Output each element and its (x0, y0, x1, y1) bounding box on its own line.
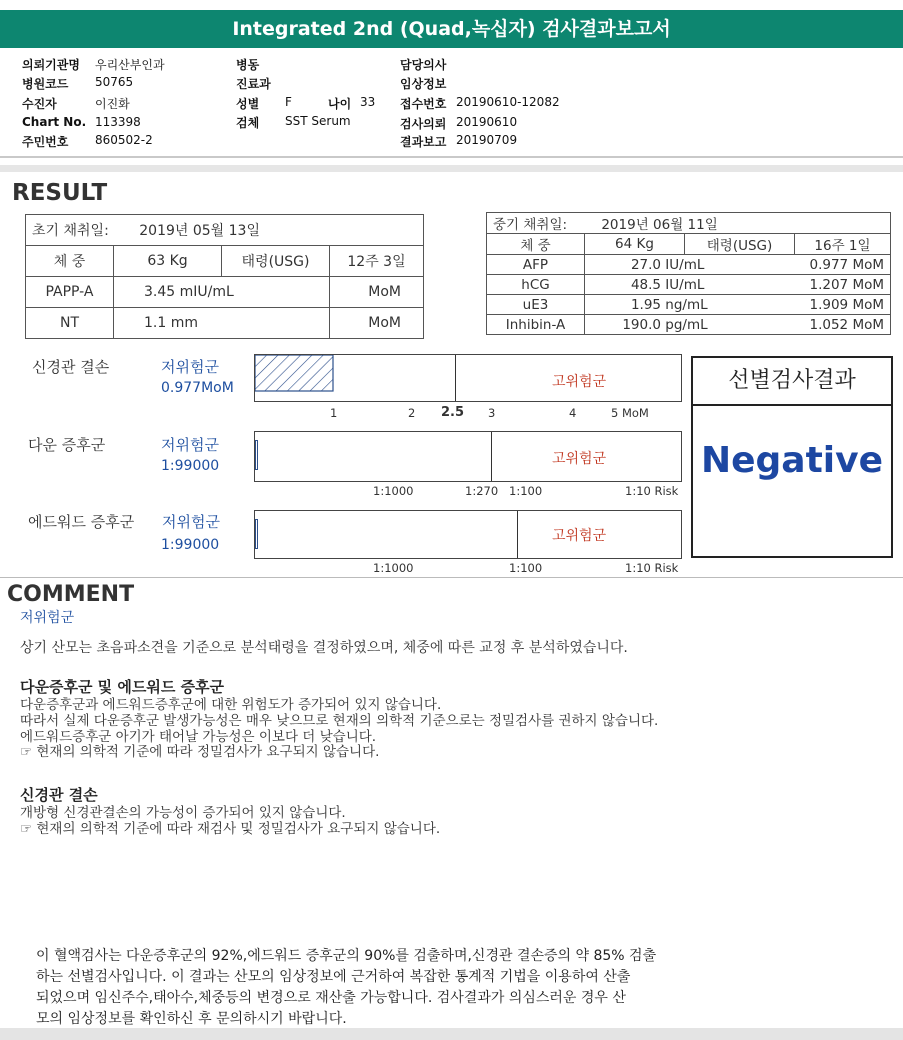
info-value: 113398 (95, 115, 141, 129)
second-trimester-table (486, 212, 891, 335)
info-value: 우리산부인과 (95, 58, 165, 72)
footer-line: 이 혈액검사는 다운증후군의 92%,에드워드 증후군의 90%를 검출하며,신경관 결손증의 약 85% 검출 (36, 948, 657, 964)
marker-value: 1.95 (630, 296, 661, 313)
patient-info (0, 0, 903, 160)
tick-label: 4 (569, 406, 577, 420)
marker-name: uE3 (487, 295, 585, 315)
marker-name: AFP (487, 255, 585, 275)
divider (0, 165, 903, 172)
down-risk-bar (254, 431, 682, 482)
edwards-risk-bar (254, 510, 682, 559)
divider (0, 577, 903, 578)
info-key: 검사의뢰 (400, 117, 447, 131)
marker-unit: IU/mL (665, 276, 705, 293)
second-date-label: 중기 채취일: (493, 217, 568, 233)
info-key: 의뢰기관명 (22, 58, 80, 72)
high-risk-label: 고위험군 (552, 374, 607, 390)
tick-label: 1 (330, 406, 338, 420)
high-risk-label: 고위험군 (552, 528, 607, 544)
tick-label: 3 (488, 406, 496, 420)
footer-line: 모의 임상정보를 확인하신 후 문의하시기 바랍니다. (36, 1011, 347, 1027)
info-key: 병동 (236, 58, 260, 72)
marker-unit: IU/mL (665, 256, 705, 273)
ga-label: 태령(USG) (222, 246, 330, 277)
risk-marker (255, 440, 258, 470)
ntd-risk-bar (254, 354, 682, 402)
second-date: 2019년 06월 11일 (601, 217, 718, 233)
risk-value: 0.977MoM (161, 380, 234, 396)
marker-mom: MoM (330, 277, 424, 308)
tick-label: 1:10 Risk (625, 484, 679, 498)
marker-mom: 0.977 MoM (795, 255, 891, 275)
info-key: 주민번호 (22, 135, 69, 149)
marker-value: 190.0 (622, 316, 661, 333)
divider (0, 156, 903, 158)
info-value: 860502-2 (95, 133, 153, 147)
marker-name: Inhibin-A (487, 315, 585, 335)
ga-label: 태령(USG) (685, 234, 795, 255)
marker-value: 3.45 mIU/mL (114, 277, 330, 308)
tick-label-cutoff: 1:100 (509, 561, 543, 575)
tick-label-cutoff: 2.5 (441, 405, 465, 420)
screening-result-box (691, 356, 893, 558)
tick-label: 1:1000 (373, 561, 414, 575)
comment-line: 에드워드증후군 아기가 태어날 가능성은 이보다 더 낮습니다. (20, 729, 377, 745)
marker-name: PAPP-A (26, 277, 114, 308)
comment-section-title: 다운증후군 및 에드워드 증후군 (20, 678, 225, 696)
first-trimester-table (25, 214, 424, 339)
info-key: 나이 (328, 97, 352, 111)
info-value: 33 (360, 95, 376, 109)
marker-unit: ng/mL (665, 296, 708, 313)
ga-value: 16주 1일 (795, 234, 891, 255)
comment-intro: 상기 산모는 초음파소견을 기준으로 분석태령을 결정하였으며, 체중에 따른 교정 후 분석하였습니다. (20, 640, 628, 656)
marker-unit: pg/mL (665, 316, 708, 333)
comment-section-title: 신경관 결손 (20, 786, 98, 804)
comment-line: ☞ 현재의 의학적 기준에 따라 정밀검사가 요구되지 않습니다. (20, 744, 380, 760)
comment-heading: COMMENT (7, 582, 135, 607)
info-key: 임상정보 (400, 77, 447, 91)
footer-line: 하는 선별검사입니다. 이 결과는 산모의 임상정보에 근거하여 복잡한 통계적 기법을 이용하여 산출 (36, 969, 631, 985)
info-key: 담당의사 (400, 58, 447, 72)
info-value: 20190610-12082 (456, 95, 560, 109)
comment-group: 저위험군 (20, 610, 75, 626)
marker-value: 27.0 (630, 256, 661, 273)
info-value: SST Serum (285, 114, 351, 128)
info-key: Chart No. (22, 115, 87, 129)
info-key: 진료과 (236, 77, 271, 91)
tick-label-cutoff: 1:270 (465, 484, 499, 498)
risk-group: 저위험군 (161, 436, 219, 454)
risk-value: 1:99000 (161, 458, 220, 474)
marker-mom: 1.052 MoM (795, 315, 891, 335)
weight-label: 체 중 (487, 234, 585, 255)
cutoff-line (455, 355, 456, 401)
ga-value: 12주 3일 (330, 246, 424, 277)
info-value: F (285, 95, 292, 109)
marker-mom: 1.909 MoM (795, 295, 891, 315)
info-value: 20190709 (456, 133, 518, 147)
info-value: 20190610 (456, 115, 518, 129)
weight-value: 63 Kg (114, 246, 222, 277)
info-key: 접수번호 (400, 97, 447, 111)
ntd-hatch (255, 355, 335, 401)
cutoff-line (517, 511, 518, 558)
cutoff-line (491, 432, 492, 481)
info-value: 이진화 (95, 97, 130, 111)
info-key: 수진자 (22, 97, 57, 111)
report-title: Integrated 2nd (Quad,녹십자) 검사결과보고서 (0, 10, 903, 48)
risk-name: 에드워드 증후군 (28, 513, 135, 531)
marker-name: hCG (487, 275, 585, 295)
info-key: 병원코드 (22, 77, 69, 91)
tick-label: 1:10 Risk (625, 561, 679, 575)
tick-label: 1:1000 (373, 484, 414, 498)
risk-group: 저위험군 (161, 358, 219, 376)
comment-line: 따라서 실제 다운증후군 발생가능성은 매우 낮으므로 현재의 의학적 기준으로는 정밀검사를 권하지 않습니다. (20, 713, 659, 729)
risk-value: 1:99000 (161, 537, 220, 553)
bottom-bar (0, 1028, 903, 1040)
high-risk-label: 고위험군 (552, 451, 607, 467)
first-date: 2019년 05월 13일 (139, 223, 260, 239)
comment-line: 다운증후군과 에드워드증후군에 대한 위험도가 증가되어 있지 않습니다. (20, 697, 442, 713)
tick-label: 1:100 (509, 484, 543, 498)
tick-label: 5 MoM (611, 406, 649, 420)
risk-marker (255, 519, 258, 549)
marker-mom: 1.207 MoM (795, 275, 891, 295)
tick-label: 2 (408, 406, 416, 420)
comment-line: ☞ 현재의 의학적 기준에 따라 재검사 및 정밀검사가 요구되지 않습니다. (20, 821, 441, 837)
marker-name: NT (26, 308, 114, 339)
screening-result-value: Negative (700, 440, 884, 481)
comment-line: 개방형 신경관결손의 가능성이 증가되어 있지 않습니다. (20, 805, 346, 821)
info-key: 성별 (236, 97, 260, 111)
weight-value: 64 Kg (585, 234, 685, 255)
footer-line: 되었으며 임신주수,태아수,체중등의 변경으로 재산출 가능합니다. 검사결과가 의심스러운 경우 산 (36, 990, 626, 1006)
result-heading: RESULT (12, 180, 108, 206)
info-key: 검체 (236, 116, 260, 130)
info-key: 결과보고 (400, 135, 447, 149)
marker-value: 1.1 mm (114, 308, 330, 339)
screening-result-title: 선별검사결과 (693, 358, 891, 406)
risk-name: 다운 증후군 (28, 436, 106, 454)
risk-group: 저위험군 (162, 513, 220, 531)
marker-mom: MoM (330, 308, 424, 339)
risk-name: 신경관 결손 (32, 358, 110, 376)
info-value: 50765 (95, 75, 134, 89)
weight-label: 체 중 (26, 246, 114, 277)
first-date-label: 초기 채취일: (32, 223, 109, 239)
marker-value: 48.5 (630, 276, 661, 293)
